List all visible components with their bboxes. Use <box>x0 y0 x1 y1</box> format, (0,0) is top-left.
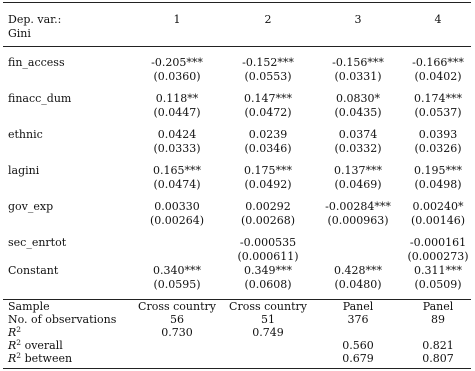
coefficient-cell: 0.349*** <box>244 264 292 277</box>
dep-var-label: Dep. var.: <box>8 13 62 26</box>
coefficient-cell: 0.147*** <box>244 92 292 105</box>
r2-between-text: between <box>21 352 73 365</box>
std-error-cell: (0.0326) <box>414 142 462 155</box>
std-error-cell: (0.0537) <box>414 106 462 119</box>
std-error-cell: (0.0509) <box>414 278 462 291</box>
r2-1: 0.730 <box>161 326 193 339</box>
coefficient-cell: 0.137*** <box>334 164 382 177</box>
coefficient-cell: -0.166*** <box>412 56 464 69</box>
coefficient-cell: 0.0393 <box>418 128 458 141</box>
std-error-cell: (0.0360) <box>153 70 201 83</box>
obs-4: 89 <box>431 313 445 326</box>
std-error-cell: (0.0480) <box>334 278 382 291</box>
coefficient-cell: 0.428*** <box>334 264 382 277</box>
r2-between-label <box>8 352 72 365</box>
std-error-cell: (0.0469) <box>334 178 382 191</box>
std-error-cell: (0.0595) <box>153 278 201 291</box>
coefficient-cell: -0.152*** <box>242 56 294 69</box>
r2-between-3: 0.679 <box>342 352 374 365</box>
r2-letter: R <box>8 326 17 339</box>
std-error-cell: (0.0402) <box>414 70 462 83</box>
sample-2: Cross country <box>229 300 307 313</box>
sample-1: Cross country <box>138 300 216 313</box>
sample-4: Panel <box>422 300 454 313</box>
row-label: Constant <box>8 264 59 277</box>
coefficient-cell: 0.0424 <box>157 128 197 141</box>
r2-overall-4: 0.821 <box>422 339 454 352</box>
coefficient-cell: 0.0374 <box>338 128 378 141</box>
std-error-cell: (0.0331) <box>334 70 382 83</box>
std-error-cell: (0.0553) <box>244 70 292 83</box>
std-error-cell: (0.0435) <box>334 106 382 119</box>
coefficient-cell: 0.175*** <box>244 164 292 177</box>
column-header-4: 4 <box>434 13 442 26</box>
header-rule <box>3 46 471 47</box>
row-label: fin_access <box>8 56 65 69</box>
std-error-cell: (0.00268) <box>240 214 296 227</box>
row-label: finacc_dum <box>8 92 72 105</box>
coefficient-cell: 0.0239 <box>248 128 288 141</box>
obs-2: 51 <box>261 313 275 326</box>
coefficient-cell: 0.00330 <box>154 200 200 213</box>
coefficient-cell: 0.340*** <box>153 264 201 277</box>
dep-var-name: Gini <box>8 27 31 40</box>
std-error-cell: (0.000273) <box>407 250 469 263</box>
std-error-cell: (0.0474) <box>153 178 201 191</box>
coefficient-cell: 0.195*** <box>414 164 462 177</box>
column-header-3: 3 <box>354 13 362 26</box>
sample-label: Sample <box>8 300 50 313</box>
column-header-1: 1 <box>173 13 181 26</box>
coefficient-cell: 0.174*** <box>414 92 462 105</box>
bottom-rule <box>3 368 471 369</box>
std-error-cell: (0.00264) <box>149 214 205 227</box>
coefficient-cell: -0.156*** <box>332 56 384 69</box>
std-error-cell: (0.000611) <box>237 250 299 263</box>
row-label: sec_enrtot <box>8 236 67 249</box>
obs-label: No. of observations <box>8 313 117 326</box>
r2-between-4: 0.807 <box>422 352 454 365</box>
std-error-cell: (0.00146) <box>410 214 466 227</box>
coefficient-cell: 0.118** <box>155 92 199 105</box>
row-label: gov_exp <box>8 200 54 213</box>
std-error-cell: (0.0447) <box>153 106 201 119</box>
sample-3: Panel <box>342 300 374 313</box>
coefficient-cell: -0.000161 <box>409 236 467 249</box>
std-error-cell: (0.0346) <box>244 142 292 155</box>
r2-overall-3: 0.560 <box>342 339 374 352</box>
top-rule <box>3 2 471 3</box>
coefficient-cell: 0.311*** <box>414 264 462 277</box>
r2-overall-text: overall <box>21 339 63 352</box>
r2-between-superscript: 2 <box>16 351 22 360</box>
coefficient-cell: 0.00240* <box>412 200 464 213</box>
std-error-cell: (0.0498) <box>414 178 462 191</box>
coefficient-cell: 0.0830* <box>336 92 380 105</box>
std-error-cell: (0.0492) <box>244 178 292 191</box>
r2-superscript: 2 <box>16 325 22 334</box>
std-error-cell: (0.0608) <box>244 278 292 291</box>
coefficient-cell: -0.205*** <box>151 56 203 69</box>
std-error-cell: (0.000963) <box>327 214 389 227</box>
row-label: ethnic <box>8 128 43 141</box>
obs-1: 56 <box>170 313 184 326</box>
coefficient-cell: 0.165*** <box>153 164 201 177</box>
coefficient-cell: -0.000535 <box>239 236 297 249</box>
column-header-2: 2 <box>264 13 272 26</box>
std-error-cell: (0.0472) <box>244 106 292 119</box>
std-error-cell: (0.0333) <box>153 142 201 155</box>
obs-3: 376 <box>347 313 369 326</box>
r2-overall-superscript: 2 <box>16 338 22 347</box>
std-error-cell: (0.0332) <box>334 142 382 155</box>
coefficient-cell: -0.00284*** <box>325 200 391 213</box>
row-label: lagini <box>8 164 40 177</box>
r2-overall-letter: R <box>8 339 17 352</box>
coefficient-cell: 0.00292 <box>245 200 291 213</box>
r2-2: 0.749 <box>252 326 284 339</box>
r2-between-letter: R <box>8 352 17 365</box>
